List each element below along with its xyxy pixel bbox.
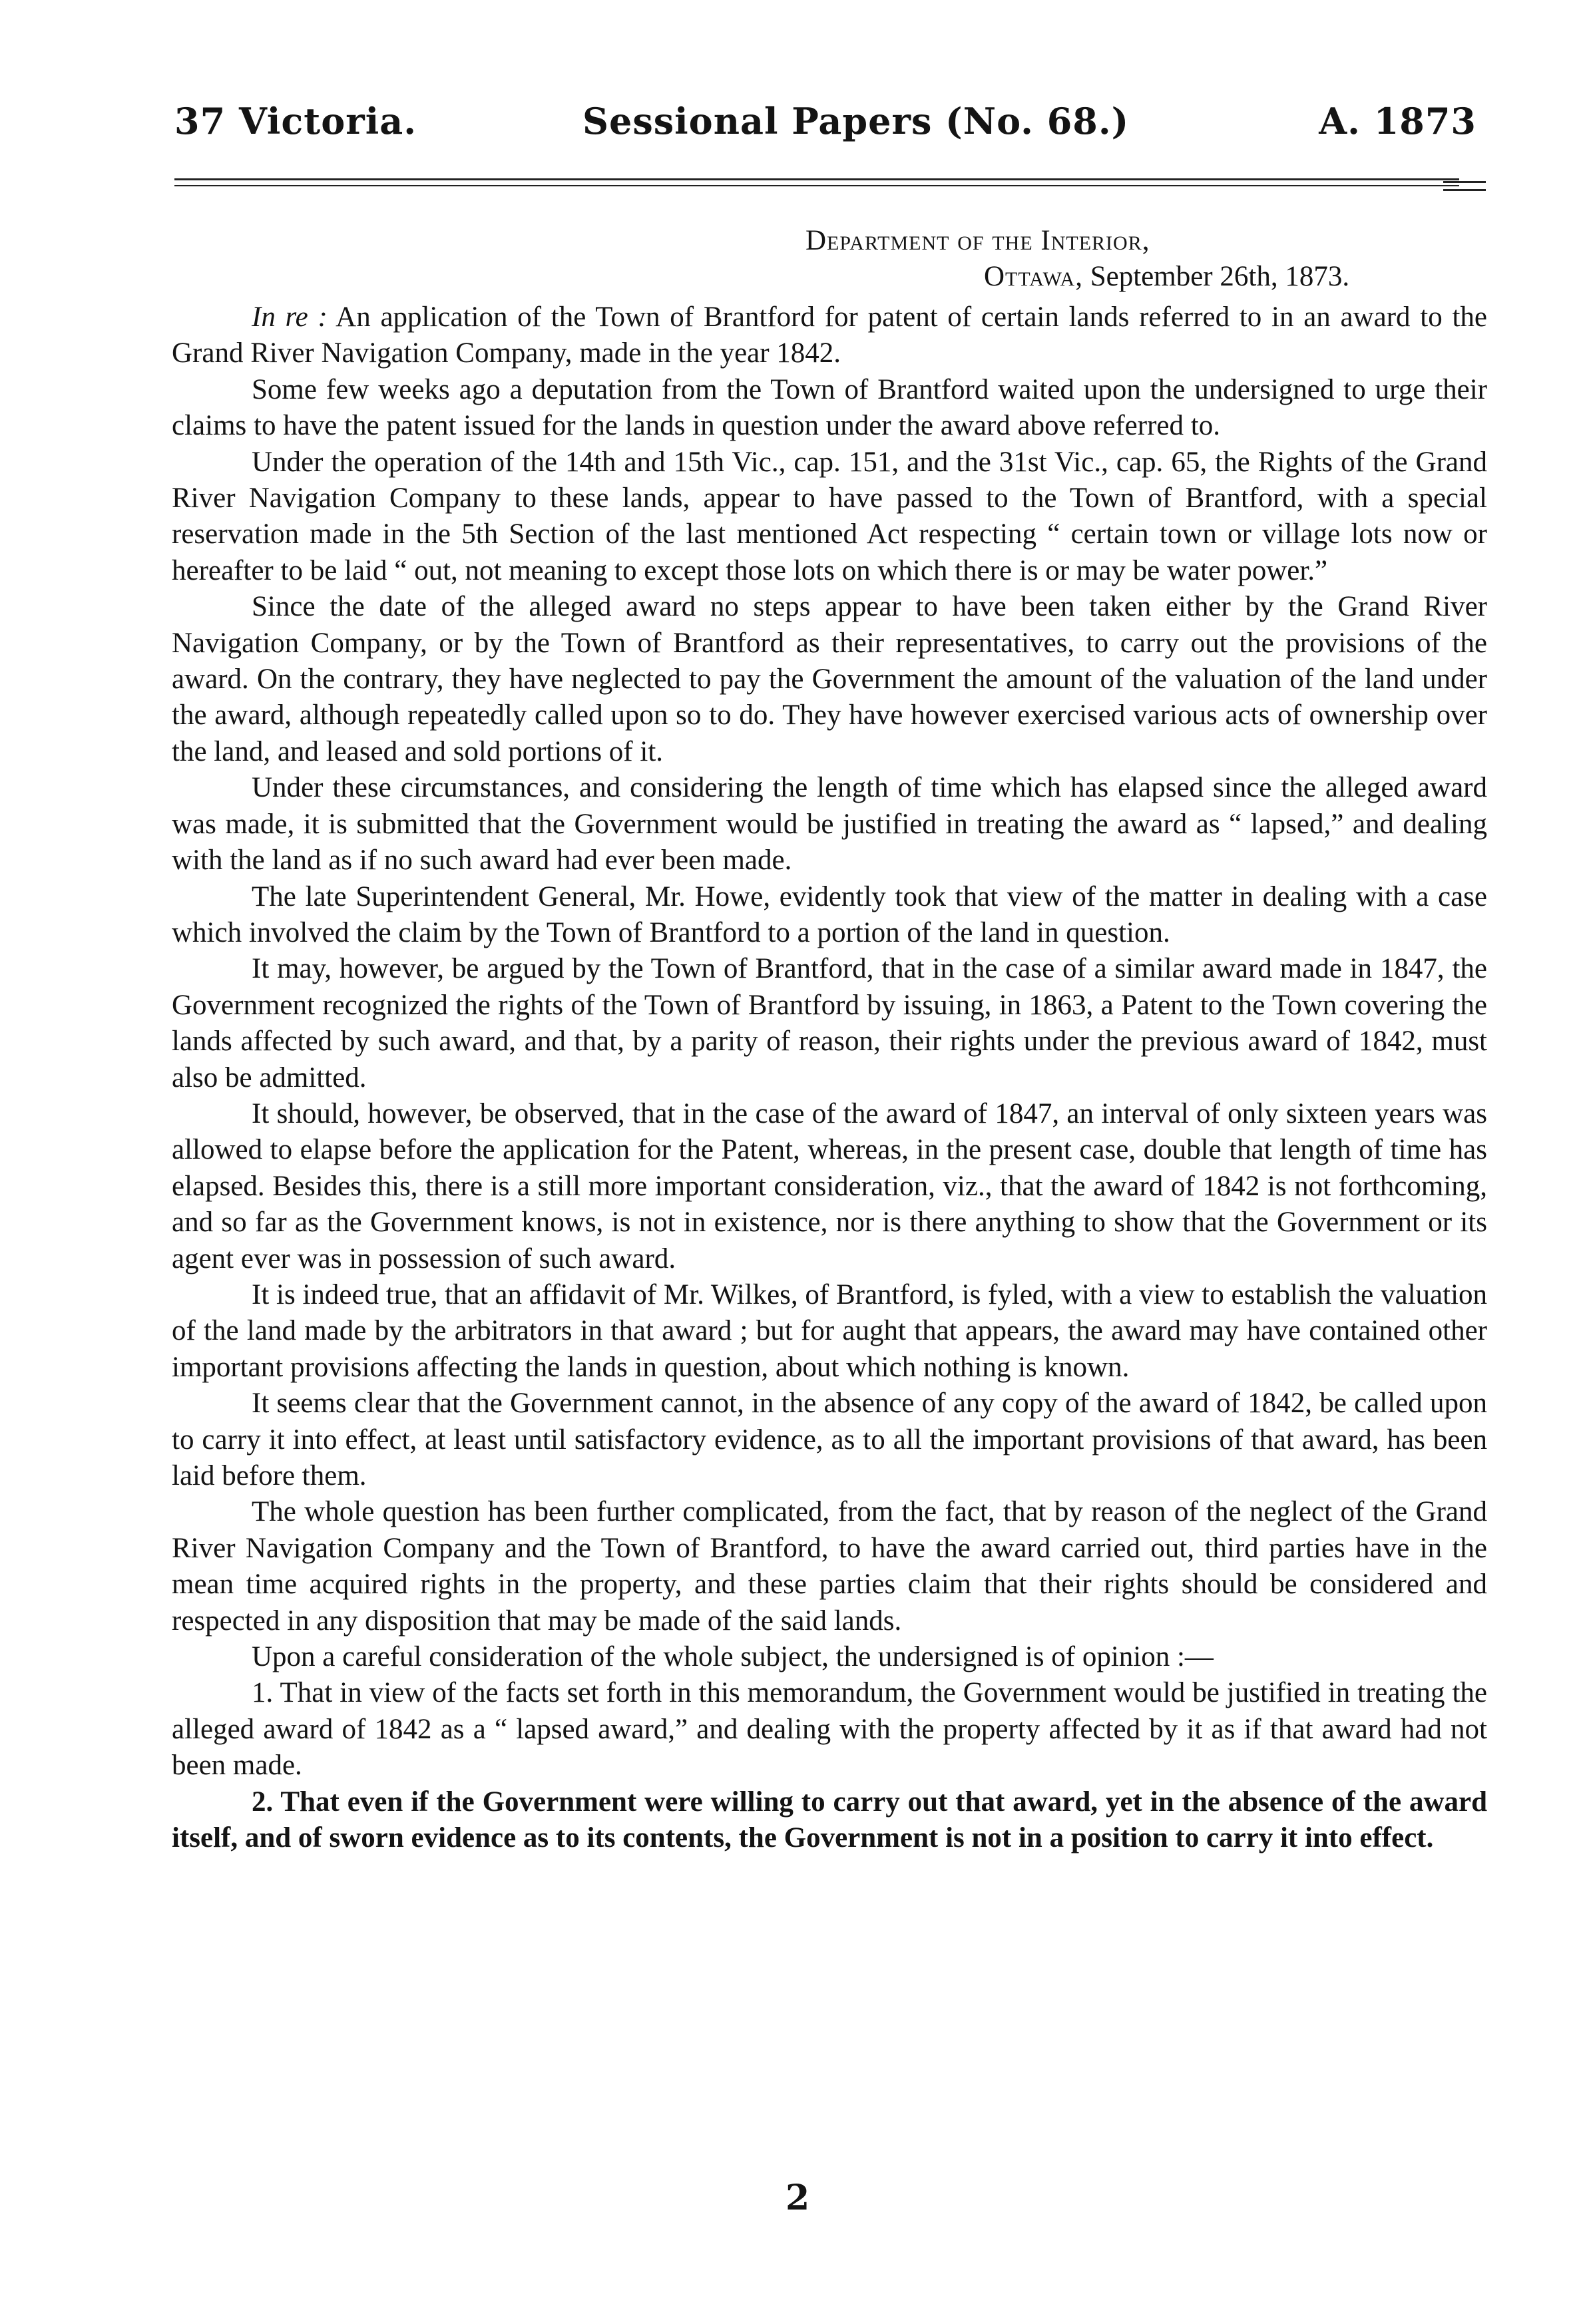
paragraph-in-re: [172, 299, 1487, 372]
header-series-title: Sessional Papers (No. 68.): [582, 100, 1130, 142]
running-header: [174, 100, 1477, 160]
header-rule-thin: [174, 185, 1459, 186]
paragraph: Under the operation of the 14th and 15th Vic., cap. 151, and the 31st Vic., cap. 65, the Rights of the Grand River Navigation Company to these lands, appear to have passed to the Town of Brantford, with a special reservation made in the 5th Section of the last mentioned Act respecting “ certain town or village lots now or hereafter to be laid “ out, not meaning to except those lots on which there is or may be water power.”: [172, 446, 1487, 586]
paragraph: It should, however, be observed, that in the case of the award of 1847, an interval of only sixteen years was allowed to elapse before the application for the Patent, whereas, in the present case, double that length of time has elapsed. Besides this, there is a still more important consideration, viz., that the award of 1842 is not forthcoming, and so far as the Government knows, is not in existence, nor is there anything to show that the Government or its agent ever was in possession of such award.: [172, 1097, 1487, 1274]
header-regnal-year: 37 Victoria.: [174, 100, 417, 142]
dateline: [805, 223, 1349, 295]
page-number: 2: [786, 2178, 810, 2218]
memorandum-body: [172, 299, 1487, 1856]
in-re-lead: In re :: [252, 301, 328, 333]
city-name: Ottawa,: [984, 261, 1083, 292]
place-and-date: [805, 259, 1349, 295]
paragraph-text: An application of the Town of Brantford for patent of certain lands referred to in an award to the Grand River Navigation Company, made in the year 1842.: [172, 301, 1487, 369]
header-volume-year: A. 1873: [1319, 100, 1477, 142]
paragraph: It may, however, be argued by the Town of Brantford, that in the case of a similar award made in 1847, the Government recognized the rights of the Town of Brantford by issuing, in 1863, a Patent to the Town covering the lands affected by such award, and that, by a parity of reason, their rights under the previous award of 1842, must also be admitted.: [172, 953, 1487, 1093]
paragraph: It seems clear that the Government cannot, in the absence of any copy of the award of 1842, be called upon to carry it into effect, at least until satisfactory evidence, as to all the important provisions of that award, has been laid before them.: [172, 1388, 1487, 1491]
paragraph: It is indeed true, that an affidavit of Mr. Wilkes, of Brantford, is fyled, with a view to establish the valuation of the land made by the arbitrators in that award ; but for aught that appears, the award may have contained other important provisions affecting the lands in question, about which nothing is known.: [172, 1278, 1488, 1383]
header-rule-end-top: [1443, 181, 1486, 183]
paragraph: Some few weeks ago a deputation from the Town of Brantford waited upon the undersigned to urge their claims to have the patent issued for the lands in question under the award above referred to.: [172, 373, 1487, 442]
letter-date: September 26th, 1873.: [1082, 261, 1350, 292]
opinion-point-1: 1. That in view of the facts set forth in this memorandum, the Government would be justified in treating the alleged award of 1842 as a “ lapsed award,” and dealing with the property affected by it as if that award had not been made.: [172, 1677, 1487, 1782]
paragraph: Under these circumstances, and considering the length of time which has elapsed since the alleged award was made, it is submitted that the Government would be justified in treating the award as “ lapsed,” and dealing with the land as if no such award had ever been made.: [172, 772, 1487, 876]
paragraph: The late Superintendent General, Mr. Howe, evidently took that view of the matter in dealing with a case which involved the claim by the Town of Brantford to a portion of the land in question.: [172, 880, 1487, 948]
paragraph: Since the date of the alleged award no steps appear to have been taken either by the Grand River Navigation Company, or by the Town of Brantford as their representatives, to carry out the provisions of the award. On the contrary, they have neglected to pay the Government the amount of the valuation of the land under the award, although repeatedly called upon so to do. They have however exercised various acts of ownership over the land, and leased and sold portions of it.: [172, 591, 1487, 767]
paragraph: Upon a careful consideration of the whole subject, the undersigned is of opinion :—: [252, 1641, 1214, 1673]
paragraph: The whole question has been further complicated, from the fact, that by reason of the neglect of the Grand River Navigation Company and the Town of Brantford, to have the award carried out, third parties have in the mean time acquired rights in the property, and these parties claim that their rights should be considered and respected in any disposition that may be made of the said lands.: [172, 1496, 1487, 1637]
opinion-point-2: 2. That even if the Government were willing to carry out that award, yet in the absence of the award itself, and of sworn evidence as to its contents, the Government is not in a position to carry it into effect.: [172, 1786, 1487, 1854]
header-rule: [174, 178, 1459, 180]
header-rule-end-bottom: [1443, 189, 1486, 191]
department-name: Department of the Interior,: [805, 225, 1150, 256]
